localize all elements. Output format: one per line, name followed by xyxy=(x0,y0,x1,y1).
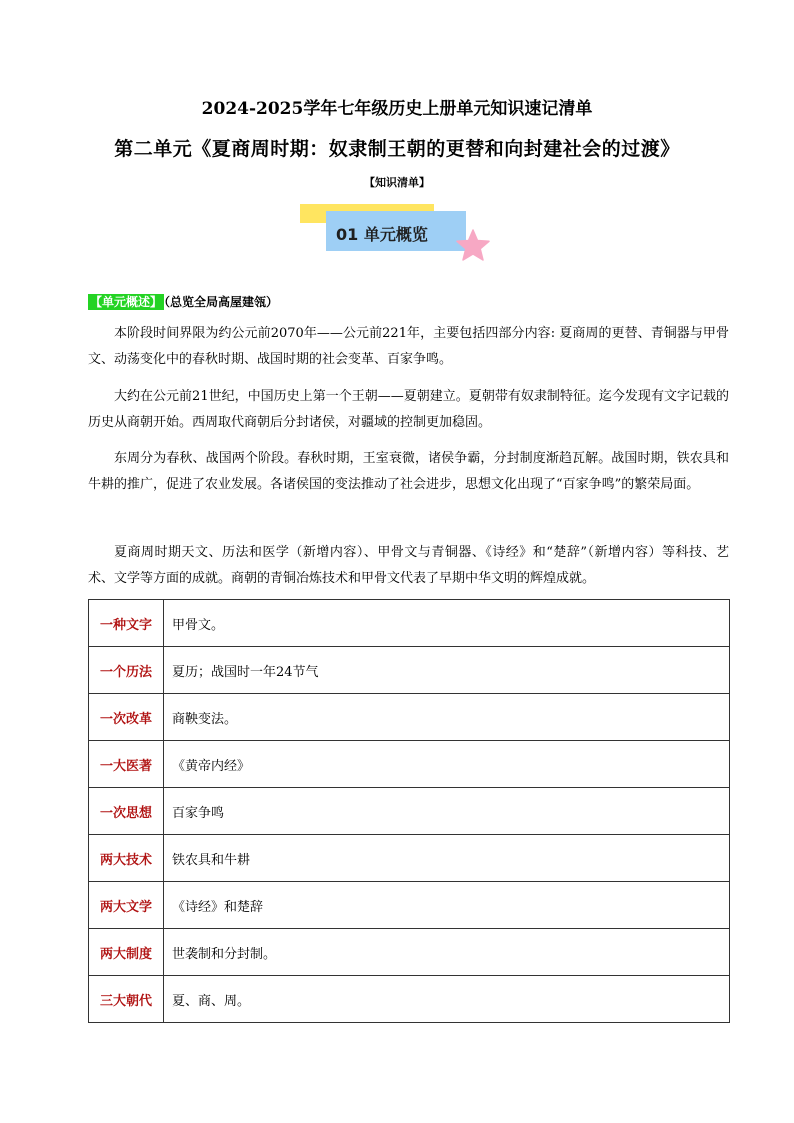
row-value: 《黄帝内经》 xyxy=(164,741,730,788)
row-value: 百家争鸣 xyxy=(164,788,730,835)
section-note: （总览全局高屋建瓴） xyxy=(164,295,279,309)
summary-table xyxy=(88,599,730,1023)
row-key: 一大医著 xyxy=(89,741,164,788)
paragraph-4: 夏商周时期天文、历法和医学（新增内容）、甲骨文与青铜器、《诗经》和“楚辞”（新增内容）等科技、艺术、文学等方面的成就。商朝的青铜冶炼技术和甲骨文代表了早期中华文明的辉煌成就。 xyxy=(88,545,729,586)
document-subtitle: 第二单元《夏商周时期：奴隶制王朝的更替和向封建社会的过渡》 xyxy=(114,138,680,160)
paragraph-3: 东周分为春秋、战国两个阶段。春秋时期，王室衰微，诸侯争霸，分封制度渐趋瓦解。战国时期，铁农具和牛耕的推广，促进了农业发展。各诸侯国的变法推动了社会进步，思想文化出现了“百家争鸣”的繁荣局面。 xyxy=(88,451,729,492)
star-icon xyxy=(455,228,491,262)
paragraph-1: 本阶段时间界限为约公元前2070年——公元前221年，主要包括四部分内容: 夏商周的更替、青铜器与甲骨文、动荡变化中的春秋时期、战国时期的社会变革、百家争鸣。 xyxy=(88,326,729,367)
row-key: 一个历法 xyxy=(89,647,164,694)
table-row xyxy=(89,835,730,882)
row-value: 夏历；战国时一年24节气 xyxy=(164,647,730,694)
table-row xyxy=(89,976,730,1023)
row-key: 两大文学 xyxy=(89,882,164,929)
paragraph-2: 大约在公元前21世纪，中国历史上第一个王朝——夏朝建立。夏朝带有奴隶制特征。迄今发现有文字记载的历史从商朝开始。西周取代商朝后分封诸侯，对疆域的控制更加稳固。 xyxy=(88,389,729,430)
document-title: 2024-2025学年七年级历史上册单元知识速记清单 xyxy=(201,99,593,119)
row-value: 甲骨文。 xyxy=(164,600,730,647)
row-value: 铁农具和牛耕 xyxy=(164,835,730,882)
banner-label: 01 单元概览 xyxy=(336,225,428,244)
row-key: 两大技术 xyxy=(89,835,164,882)
row-key: 三大朝代 xyxy=(89,976,164,1023)
table-row xyxy=(89,694,730,741)
row-value: 世袭制和分封制。 xyxy=(164,929,730,976)
row-key: 一种文字 xyxy=(89,600,164,647)
row-value: 夏、商、周。 xyxy=(164,976,730,1023)
section-heading xyxy=(88,293,278,310)
row-key: 一次思想 xyxy=(89,788,164,835)
section-highlight: 【单元概述】 xyxy=(90,295,163,309)
table-row xyxy=(89,647,730,694)
row-value: 商鞅变法。 xyxy=(164,694,730,741)
table-row xyxy=(89,929,730,976)
knowledge-list-tag: 【知识清单】 xyxy=(364,176,430,189)
row-value: 《诗经》和楚辞 xyxy=(164,882,730,929)
section-banner xyxy=(300,200,500,266)
table-row xyxy=(89,788,730,835)
table-row xyxy=(89,600,730,647)
row-key: 两大制度 xyxy=(89,929,164,976)
row-key: 一次改革 xyxy=(89,694,164,741)
table-row xyxy=(89,741,730,788)
table-row xyxy=(89,882,730,929)
